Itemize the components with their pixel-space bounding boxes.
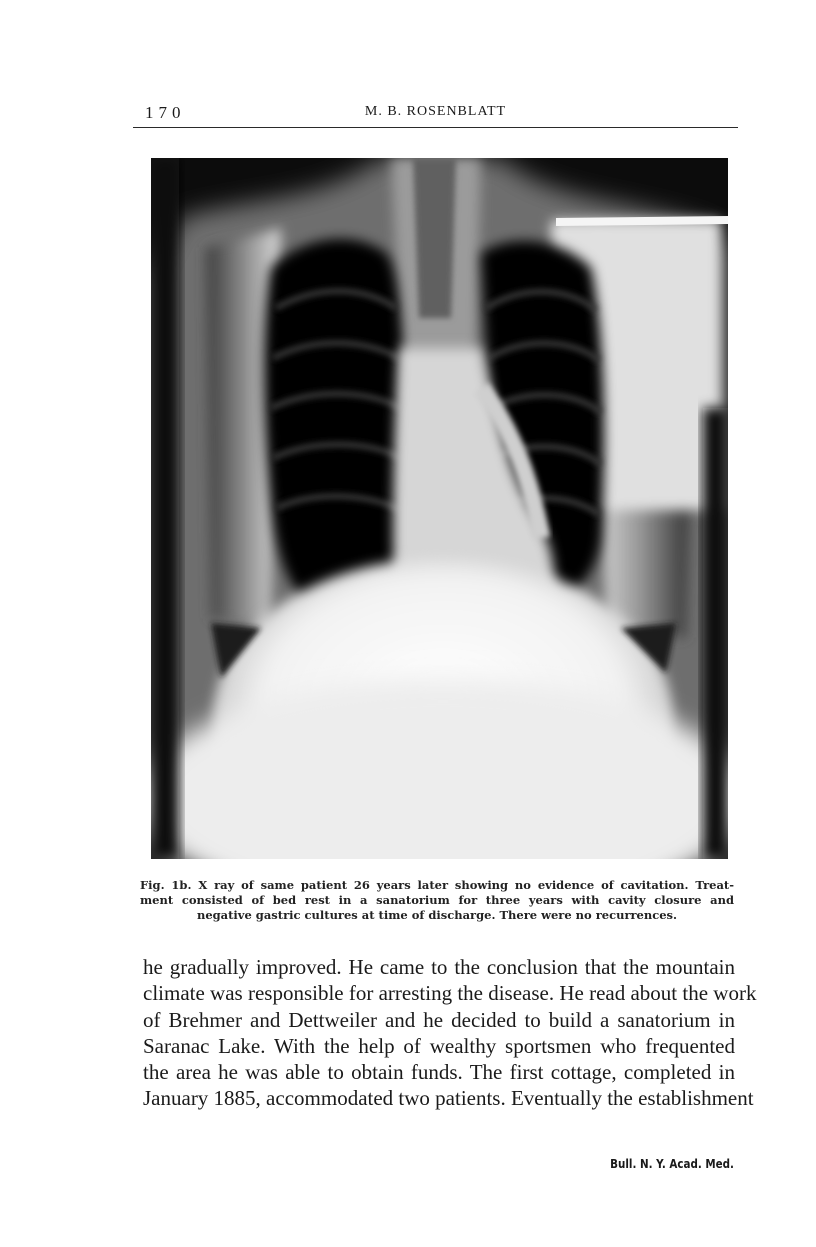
page-header	[133, 103, 738, 125]
running-head: M. B. ROSENBLATT	[364, 104, 507, 119]
body-line: he gradually improved. He came to the conclusion that the mountain	[143, 955, 735, 979]
body-line: climate was responsible for arresting the disease. He read about the work	[143, 981, 757, 1006]
caption-line: negative gastric cultures at time of discharge. There were no recurrences.	[196, 908, 678, 922]
journal-footer: Bull. N. Y. Acad. Med.	[610, 1157, 734, 1171]
body-line: Saranac Lake. With the help of wealthy sportsmen who frequented	[143, 1033, 735, 1058]
body-paragraph	[143, 954, 757, 1112]
figure-caption	[140, 878, 734, 923]
chest-xray-image	[151, 158, 728, 859]
body-line: the area he was able to obtain funds. The first cottage, completed in	[143, 1060, 735, 1085]
chest-xray-graphic	[151, 158, 728, 859]
body-line: January 1885, accommodated two patients. Eventually the establishment	[143, 1086, 754, 1111]
body-line: of Brehmer and Dettweiler and he decided to build a sanatorium in	[143, 1007, 735, 1032]
header-rule	[133, 127, 738, 128]
page-number: 170	[145, 103, 186, 122]
caption-line: Fig. 1b. X ray of same patient 26 years later showing no evidence of cavitation. Treat-	[140, 878, 734, 892]
caption-line: ment consisted of bed rest in a sanatorium for three years with cavity closure and	[140, 893, 734, 907]
